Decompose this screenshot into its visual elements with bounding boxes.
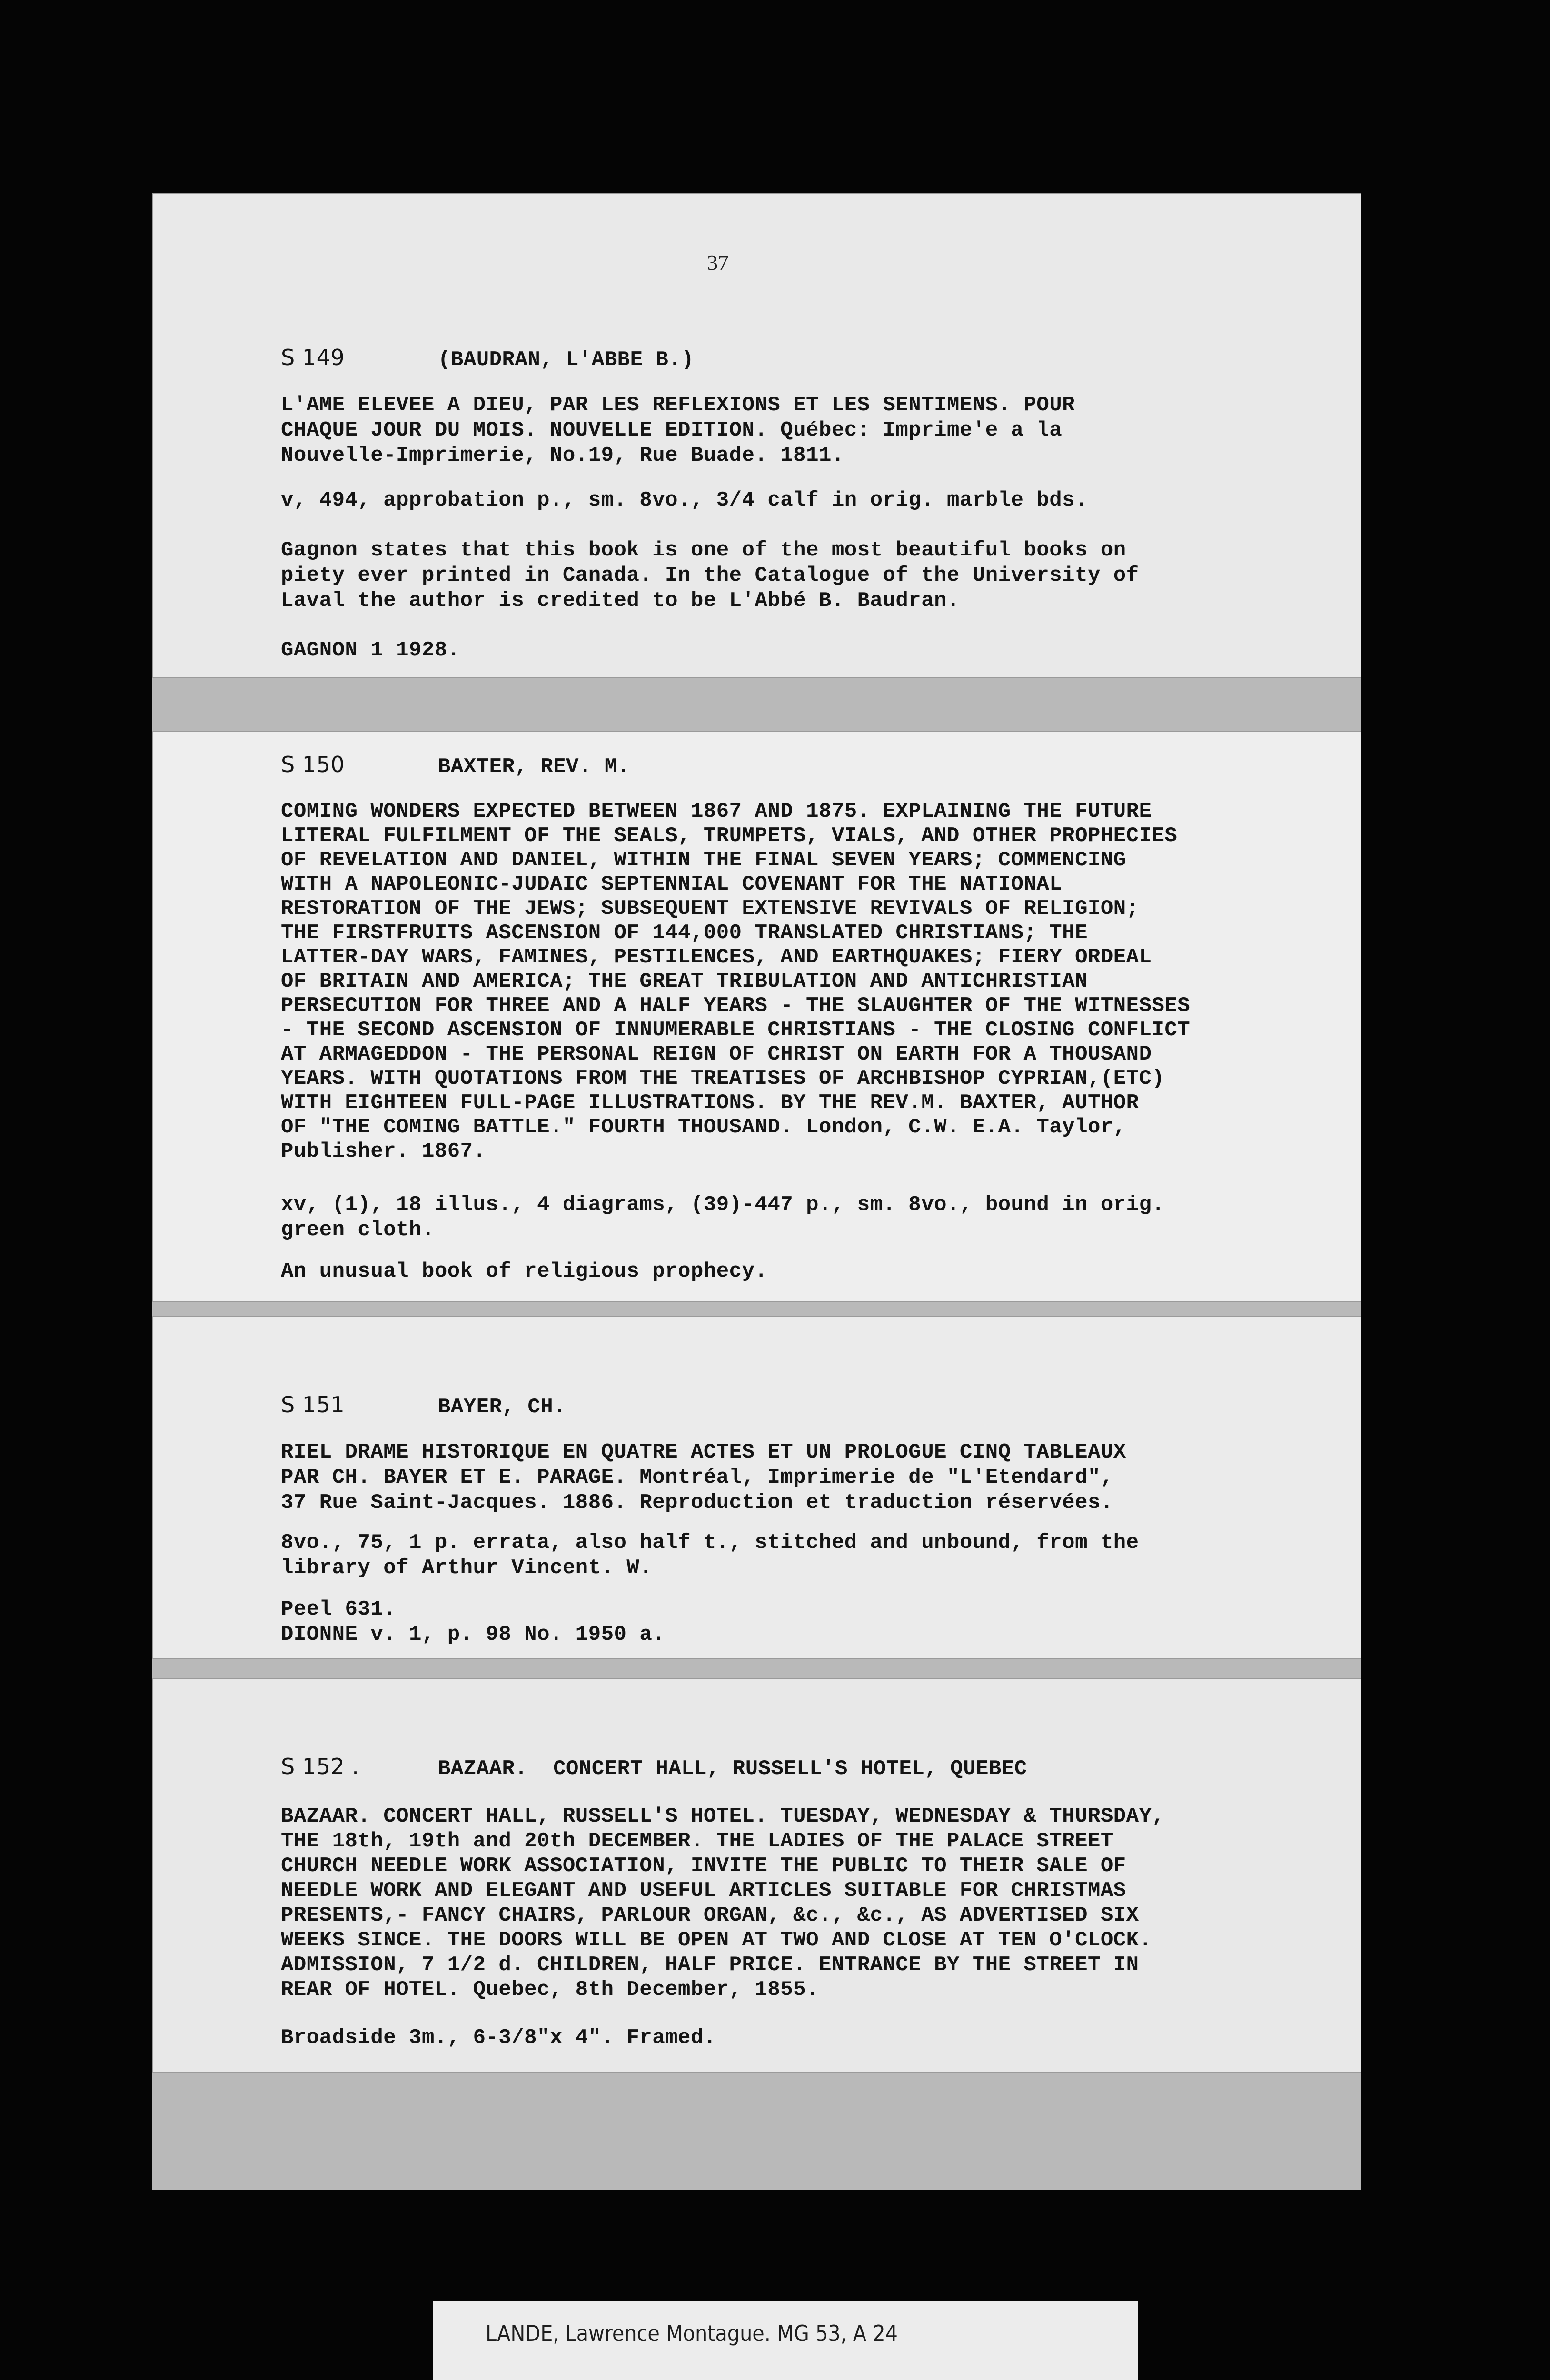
entry-header: [281, 345, 1319, 373]
entry-number: S 151: [281, 1392, 345, 1418]
entry-header: [281, 752, 1319, 780]
fonds-reference: LANDE, Lawrence Montague. MG 53, A 24: [486, 2320, 898, 2346]
entry-collation: Broadside 3m., 6-3/8"x 4". Framed.: [281, 2026, 716, 2050]
entry-heading: BAYER, CH.: [438, 1395, 566, 1419]
entry-heading: BAZAAR. CONCERT HALL, RUSSELL'S HOTEL, QUEBEC: [438, 1757, 1027, 1781]
entry-title: RIEL DRAME HISTORIQUE EN QUATRE ACTES ET UN PROLOGUE CINQ TABLEAUX PAR CH. BAYER ET E. PARAGE. Montréal, Imprimerie de "L'Etendard", 37 Rue Saint-Jacques. 1886. Reproduction et traduction réservées.: [281, 1440, 1126, 1515]
entry-header: [281, 1392, 1319, 1420]
entry-note: Gagnon states that this book is one of the most beautiful books on piety ever printed in Canada. In the Catalogue of the University of Laval the author is credited to be L'Abbé B. Baudran.: [281, 538, 1139, 613]
catalogue-card-s149: [152, 193, 1361, 678]
entry-header: [281, 1754, 1319, 1782]
entry-reference: GAGNON 1 1928.: [281, 638, 460, 662]
entry-number: S 149: [281, 345, 345, 370]
entry-collation: 8vo., 75, 1 p. errata, also half t., stitched and unbound, from the library of Arthur Vincent. W.: [281, 1531, 1139, 1580]
entry-title: COMING WONDERS EXPECTED BETWEEN 1867 AND 1875. EXPLAINING THE FUTURE LITERAL FULFILMENT OF THE SEALS, TRUMPETS, VIALS, AND OTHER PROPHECIES OF REVELATION AND DANIEL, WITHIN THE FINAL SEVEN YEARS; COMMENCING WITH A NAPOLEONIC-JUDAIC SEPTENNIAL COVENANT FOR THE NATIONAL RESTORATION OF THE JEWS; SUBSEQUENT EXTENSIVE REVIVALS OF RELIGION; THE FIRSTFRUITS ASCENSION OF 144,000 TRANSLATED CHRISTIANS; THE LATTER-DAY WARS, FAMINES, PESTILENCES, AND EARTHQUAKES; FIERY ORDEAL OF BRITAIN AND AMERICA; THE GREAT TRIBULATION AND ANTICHRISTIAN PERSECUTION FOR THREE AND A HALF YEARS - THE SLAUGHTER OF THE WITNESSES - THE SECOND ASCENSION OF INNUMERABLE CHRISTIANS - THE CLOSING CONFLICT AT ARMAGEDDON - THE PERSONAL REIGN OF CHRIST ON EARTH FOR A THOUSAND YEARS. WITH QUOTATIONS FROM THE TREATISES OF ARCHBISHOP CYPRIAN,(ETC) WITH EIGHTEEN FULL-PAGE ILLUSTRATIONS. BY THE REV.M. BAXTER, AUTHOR OF "THE COMING BATTLE." FOURTH THOUSAND. London, C.W. E.A. Taylor, Publisher. 1867.: [281, 800, 1191, 1163]
entry-number: S 152 .: [281, 1754, 359, 1779]
catalogue-card-s152: [152, 1678, 1361, 2073]
archive-label: [433, 2301, 1138, 2380]
entry-heading: (BAUDRAN, L'ABBE B.): [438, 348, 695, 372]
entry-title: L'AME ELEVEE A DIEU, PAR LES REFLEXIONS ET LES SENTIMENS. POUR CHAQUE JOUR DU MOIS. NOUVELLE EDITION. Québec: Imprime'e a la Nouvelle-Imprimerie, No.19, Rue Buade. 1811.: [281, 393, 1075, 467]
entry-note: An unusual book of religious prophecy.: [281, 1259, 768, 1283]
catalogue-card-s151: [152, 1316, 1361, 1659]
entry-number: S 150: [281, 752, 345, 777]
entry-heading: BAXTER, REV. M.: [438, 755, 630, 779]
entry-reference: Peel 631. DIONNE v. 1, p. 98 No. 1950 a.: [281, 1597, 666, 1646]
page-number: 37: [707, 250, 729, 275]
catalogue-page: [152, 193, 1361, 2190]
entry-title: BAZAAR. CONCERT HALL, RUSSELL'S HOTEL. TUESDAY, WEDNESDAY & THURSDAY, THE 18th, 19th and 20th DECEMBER. THE LADIES OF THE PALACE STREET CHURCH NEEDLE WORK ASSOCIATION, INVITE THE PUBLIC TO THEIR SALE OF NEEDLE WORK AND ELEGANT AND USEFUL ARTICLES SUITABLE FOR CHRISTMAS PRESENTS,- FANCY CHAIRS, PARLOUR ORGAN, &c., &c., AS ADVERTISED SIX WEEKS SINCE. THE DOORS WILL BE OPEN AT TWO AND CLOSE AT TEN O'CLOCK. ADMISSION, 7 1/2 d. CHILDREN, HALF PRICE. ENTRANCE BY THE STREET IN REAR OF HOTEL. Quebec, 8th December, 1855.: [281, 1805, 1165, 2002]
entry-collation: v, 494, approbation p., sm. 8vo., 3/4 calf in orig. marble bds.: [281, 488, 1088, 512]
catalogue-card-s150: [152, 731, 1361, 1302]
entry-collation: xv, (1), 18 illus., 4 diagrams, (39)-447 p., sm. 8vo., bound in orig. green cloth.: [281, 1193, 1165, 1242]
